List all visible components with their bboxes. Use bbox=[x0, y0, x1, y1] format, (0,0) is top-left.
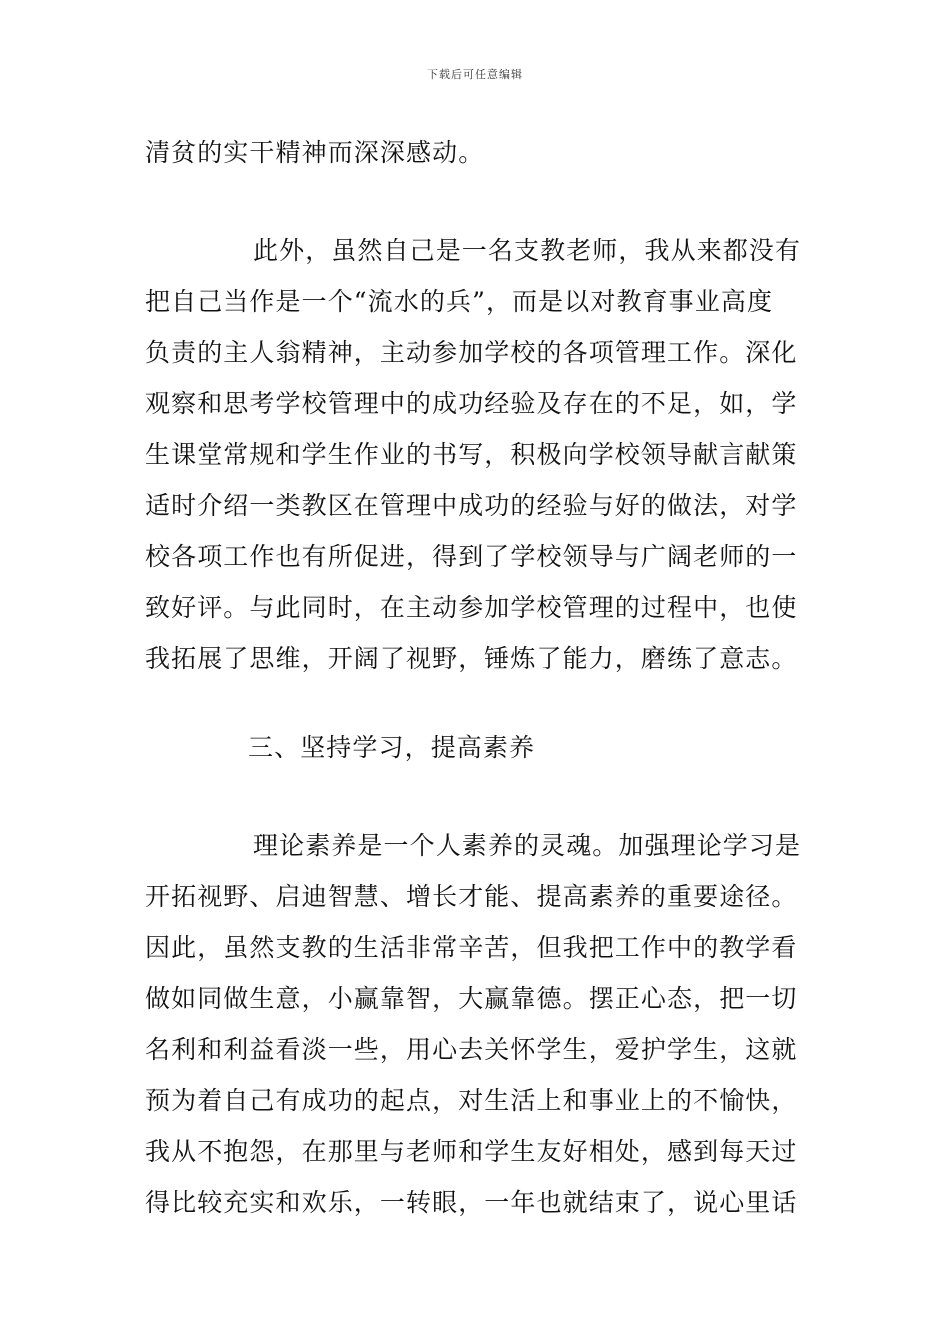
text-line: 我拓展了思维，开阔了视野，锤炼了能力，磨练了意志。 bbox=[145, 644, 798, 673]
page-header: 下载后可任意编辑 bbox=[427, 68, 523, 81]
paragraph-continuation bbox=[145, 127, 809, 178]
text-line: 我从不抱怨，在那里与老师和学生友好相处，感到每天过 bbox=[145, 1137, 798, 1166]
text-line: 校各项工作也有所促进，得到了学校领导与广阔老师的一 bbox=[145, 542, 798, 571]
text-line: 做如同做生意，小赢靠智，大赢靠德。摆正心态，把一切 bbox=[145, 984, 798, 1013]
text-line: 此外，虽然自己是一名支教老师，我从来都没有 bbox=[253, 236, 802, 265]
paragraph-management bbox=[145, 225, 809, 684]
text-line: 预为着自己有成功的起点，对生活上和事业上的不愉快， bbox=[145, 1086, 798, 1115]
text-line: 生课堂常规和学生作业的书写，积极向学校领导献言献策 bbox=[145, 440, 798, 469]
text-line: 负责的主人翁精神，主动参加学校的各项管理工作。深化 bbox=[145, 338, 798, 367]
text-line: 因此，虽然支教的生活非常辛苦，但我把工作中的教学看 bbox=[145, 933, 798, 962]
section-heading bbox=[145, 722, 809, 773]
text-line: 致好评。与此同时，在主动参加学校管理的过程中，也使 bbox=[145, 593, 798, 622]
text-line: 开拓视野、启迪智慧、增长才能、提高素养的重要途径。 bbox=[145, 882, 798, 911]
paragraph-study bbox=[145, 820, 809, 1228]
text-line: 适时介绍一类教区在管理中成功的经验与好的做法，对学 bbox=[145, 491, 798, 520]
text-line: 观察和思考学校管理中的成功经验及存在的不足，如，学 bbox=[145, 389, 798, 418]
text-line: 理论素养是一个人素养的灵魂。加强理论学习是 bbox=[253, 831, 802, 860]
text-line: 清贫的实干精神而深深感动。 bbox=[145, 138, 485, 167]
text-line: 把自己当作是一个“流水的兵”，而是以对教育事业高度 bbox=[145, 287, 774, 316]
heading-text: 三、坚持学习，提高素养 bbox=[248, 733, 536, 762]
text-line: 名利和利益看淡一些，用心去关怀学生，爱护学生，这就 bbox=[145, 1035, 798, 1064]
text-line: 得比较充实和欢乐，一转眼，一年也就结束了，说心里话 bbox=[145, 1188, 798, 1217]
